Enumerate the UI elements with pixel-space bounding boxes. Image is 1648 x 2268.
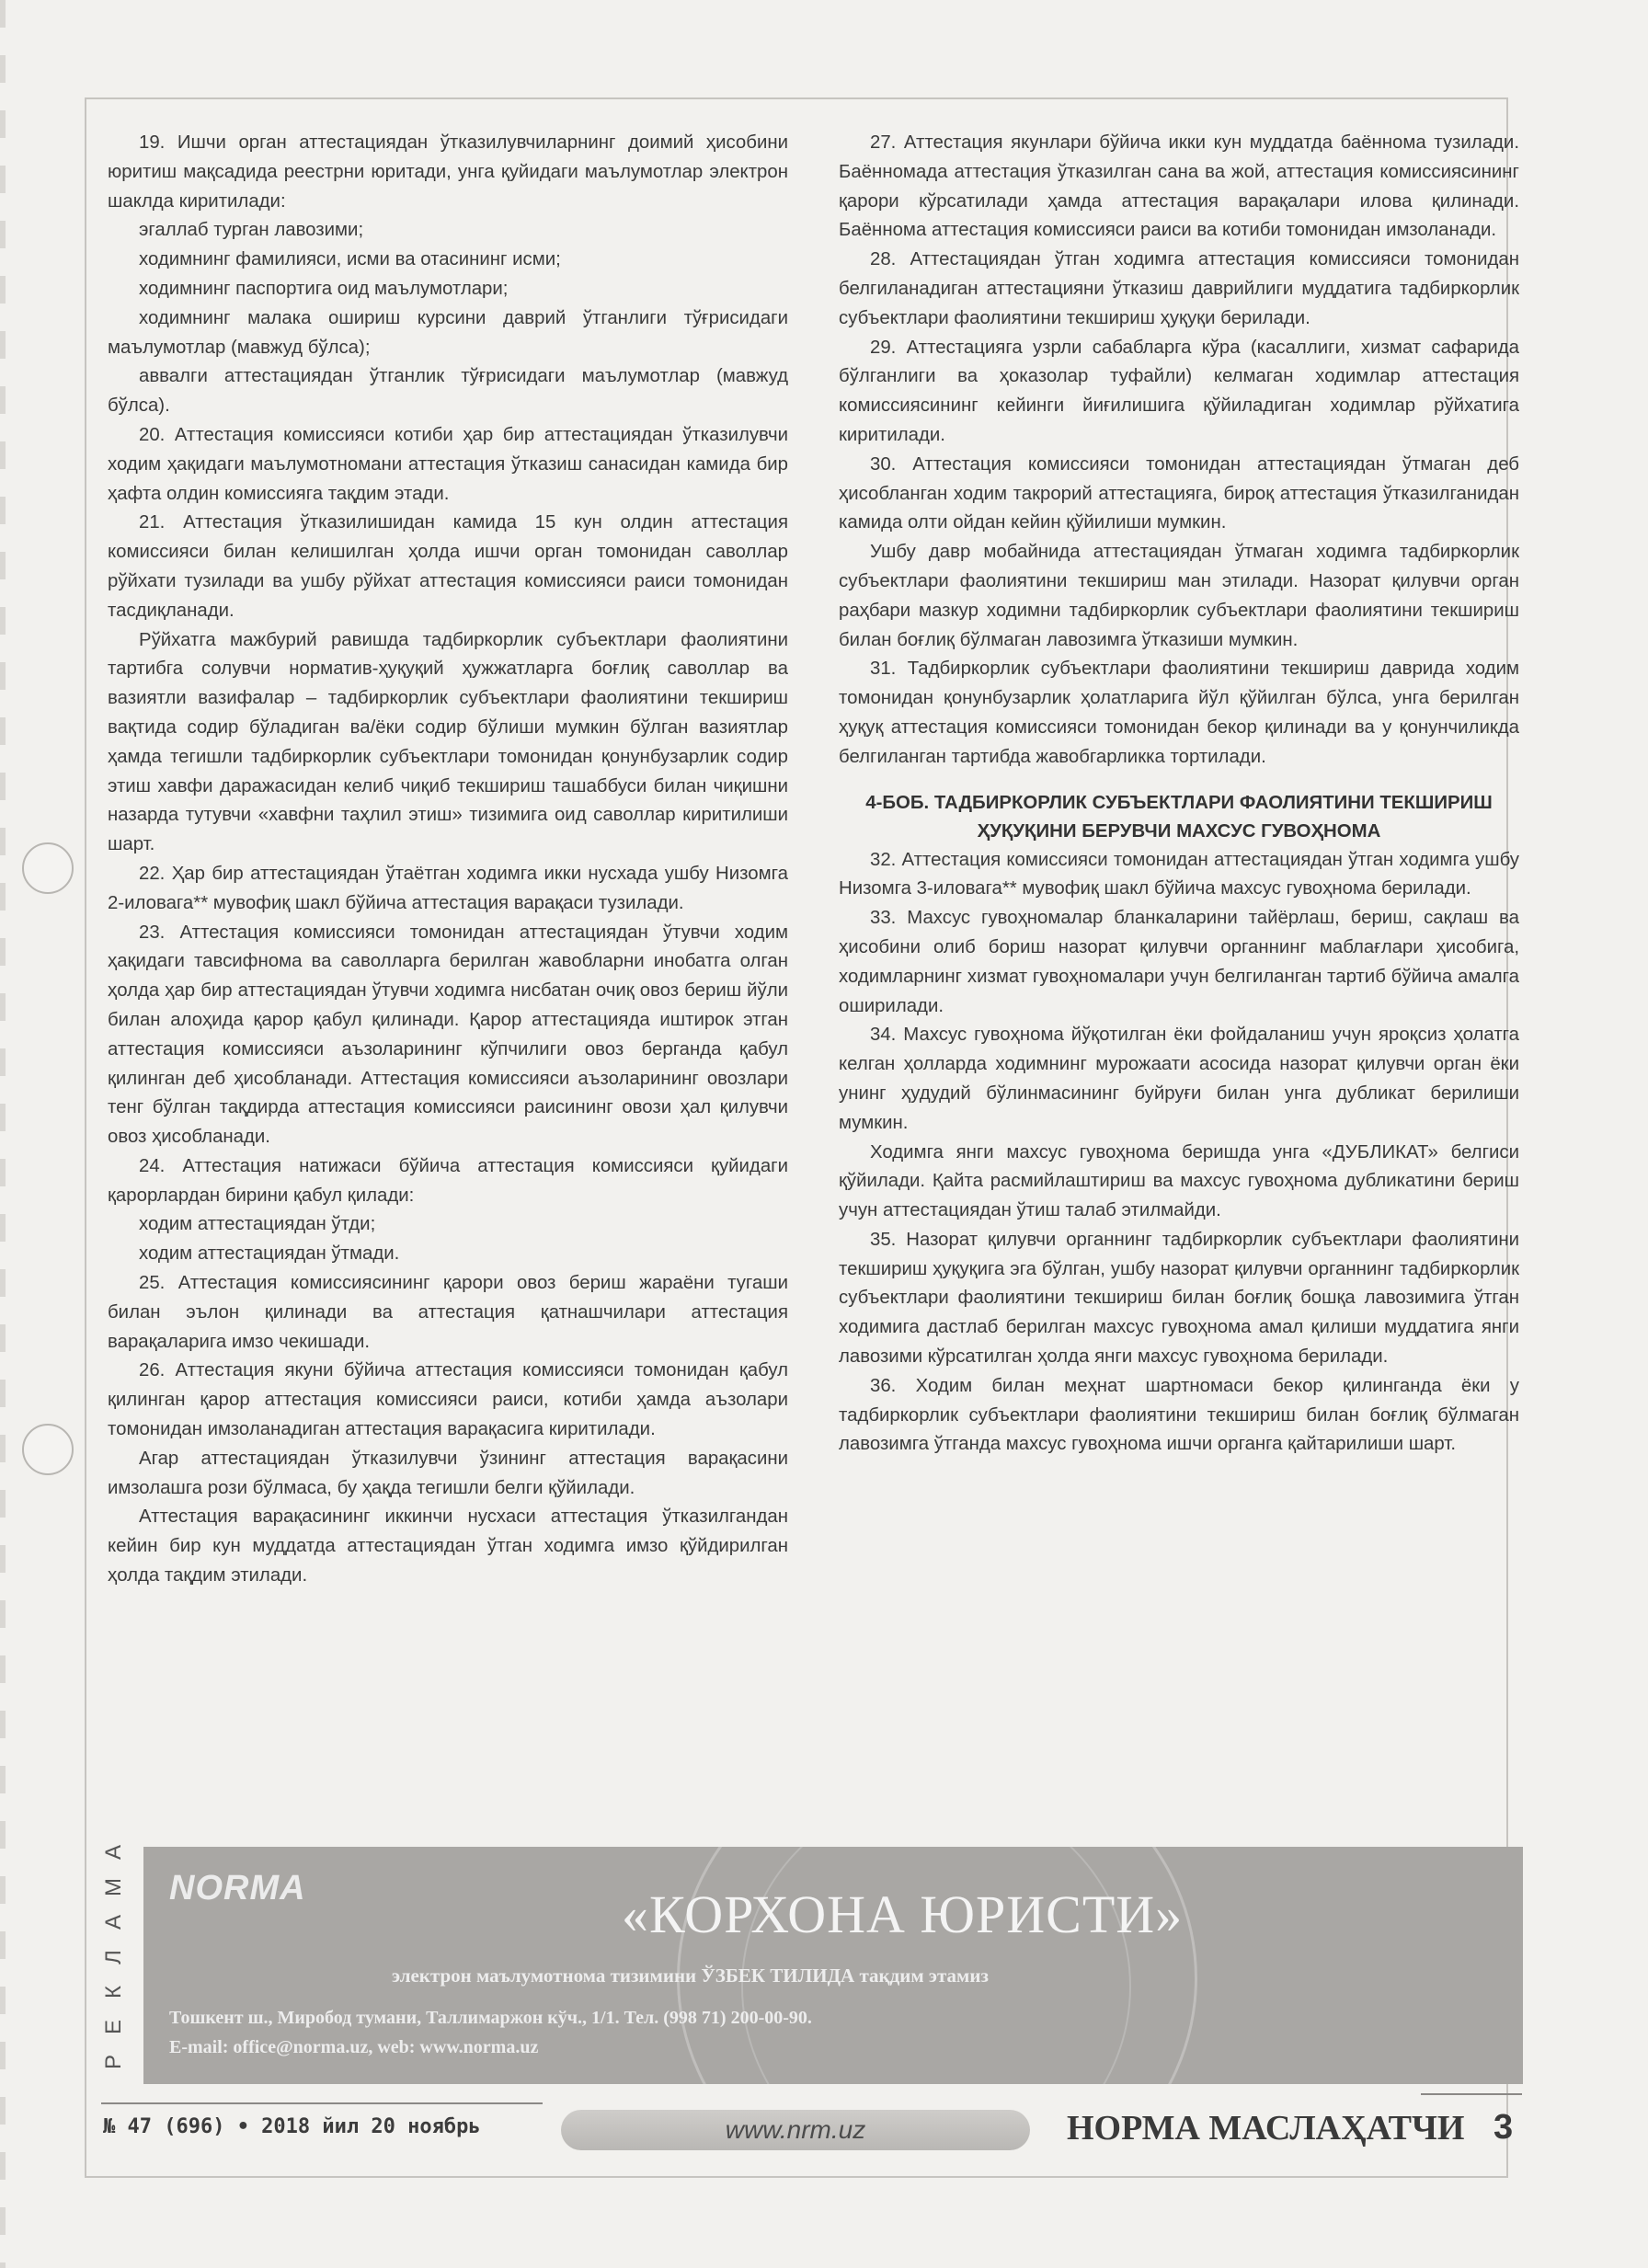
- paragraph: 28. Аттестациядан ўтган ходимга аттестация комиссияси томонидан белгиланадиган аттестацияни ўтказиш даврийлиги муддатига тадбиркорлик субъектлари фаолиятини текшириш ҳуқуқи берилади.: [839, 249, 1519, 328]
- side-label-letter: М: [101, 1878, 126, 1896]
- left-column: [108, 129, 788, 1591]
- paragraph: 21. Аттестация ўтказилишидан камида 15 кун олдин аттестация комиссияси билан келишилган ҳолда ишчи орган томонидан саволлар рўйхати тузилади ва ушбу рўйхат аттестация комиссияси раиси томонидан тасдиқланади.: [108, 512, 788, 621]
- paragraph: 19. Ишчи орган аттестациядан ўтказилувчиларнинг доимий ҳисобини юритиш мақсадида реестрни юритади, унга қуйидаги маълумотлар электрон шаклда киритилади:: [108, 132, 788, 212]
- norma-logo: NORMA: [169, 1869, 306, 1907]
- paragraph: 35. Назорат қилувчи органнинг тадбиркорлик субъектлари фаолиятини текшириш ҳуқуқига эга бўлган, ушбу назорат қилувчи органнинг тадбиркорлик субъектлари фаолиятини текшириш билан боғлиқ бошқа лавозимига ўтган ходимига дастлаб берилган махсус гувоҳнома амал қилиши муддатига янги лавозими кўрсатилган ҳолда янги махсус гувоҳнома берилади.: [839, 1229, 1519, 1368]
- website-link[interactable]: www.nrm.uz: [725, 2115, 866, 2144]
- paragraph: 29. Аттестацияга узрли сабабларга кўра (касаллиги, хизмат сафарида бўлганлиги ва ҳоказолар туфайли) келмаган ходимлар аттестация комиссиясининг кейинги йиғилишига қўйиладиган ходимлар рўйхатига киритилади.: [839, 337, 1519, 445]
- page-number: 3: [1494, 2108, 1514, 2147]
- paragraph: аввалги аттестациядан ўтганлик тўғрисидаги маълумотлар (мавжуд бўлса).: [108, 366, 788, 417]
- punch-hole-bottom: [22, 1424, 74, 1475]
- paragraph: 32. Аттестация комиссияси томонидан аттестациядан ўтган ходимга ушбу Низомга 3-иловага** мувофиқ шакл бўйича махсус гувоҳнома берилади.: [839, 849, 1519, 899]
- advertisement-side-label: [97, 1839, 131, 2088]
- paragraph: 20. Аттестация комиссияси котиби ҳар бир аттестациядан ўтказилувчи ходим ҳақидаги маълумотномани аттестация ўтказиш санасидан камида бир ҳафта олдин комиссияга тақдим этади.: [108, 424, 788, 504]
- paragraph: 26. Аттестация якуни бўйича аттестация комиссияси томонидан қабул қилинган қарор аттестация комиссияси раиси, котиби ҳамда аъзолари томонидан имзоланадиган аттестация варақасига киритилади.: [108, 1360, 788, 1440]
- paragraph: 24. Аттестация натижаси бўйича аттестация комиссияси қуйидаги қарорлардан бирини қабул қилади:: [108, 1155, 788, 1206]
- side-label-letter: Р: [101, 2055, 126, 2070]
- side-label-letter: К: [101, 1986, 126, 1999]
- ad-address-block: [169, 2003, 812, 2062]
- paragraph: 30. Аттестация комиссияси томонидан аттестациядан ўтмаган деб ҳисобланган ходим такрорий аттестацияга, бироқ аттестация ўтказилганидан камида олти ойдан кейин қўйилиши мумкин.: [839, 453, 1519, 533]
- ad-contact[interactable]: E-mail: office@norma.uz, web: www.norma.uz: [169, 2037, 539, 2057]
- side-label-letter: Л: [101, 1950, 126, 1964]
- side-label-letter: Е: [101, 2020, 126, 2035]
- paragraph: ходим аттестациядан ўтди;: [139, 1214, 376, 1235]
- footer-rule-left: [101, 2102, 543, 2104]
- advertisement-banner[interactable]: [143, 1847, 1523, 2084]
- paragraph: 33. Махсус гувоҳномалар бланкаларини тайёрлаш, бериш, сақлаш ва ҳисобини олиб бориш назорат қилувчи органнинг маблағлари ҳисобига, ходимларнинг хизмат гувоҳномалари учун белгиланган тартиб бўйича амалга оширилади.: [839, 908, 1519, 1016]
- side-label-letter: А: [101, 1845, 126, 1861]
- paragraph: 27. Аттестация якунлари бўйича икки кун муддатда баённома тузилади. Баённомада аттестация ўтказилган сана ва жой, аттестация комиссиясининг қарори кўрсатилади ҳамда аттестация варақалари илова қилинади. Баённома аттестация комиссияси раиси ва котиби томонидан имзоланади.: [839, 132, 1519, 241]
- paragraph: Ходимга янги махсус гувоҳнома беришда унга «ДУБЛИКАТ» белгиси қўйилади. Қайта расмийлаштириш ва махсус гувоҳнома дубликатини бериш учун аттестациядан ўтиш талаб этилмайди.: [839, 1141, 1519, 1221]
- paragraph: ходимнинг паспортига оид маълумотлари;: [139, 278, 509, 299]
- side-label-letter: А: [101, 1915, 126, 1930]
- issue-info: № 47 (696) • 2018 йил 20 ноябрь: [103, 2115, 481, 2138]
- paragraph: 22. Ҳар бир аттестациядан ўтаётган ходимга икки нусхада ушбу Низомга 2-иловага** мувофиқ шакл бўйича аттестация варақаси тузилади.: [108, 863, 788, 913]
- paragraph: 36. Ходим билан меҳнат шартномаси бекор қилинганда ёки у тадбиркорлик субъектлари фаолиятини текшириш билан боғлиқ бўлмаган лавозимга ўтганда махсус гувоҳнома ишчи органга қайтарилиши шарт.: [839, 1375, 1519, 1455]
- paragraph: Агар аттестациядан ўтказилувчи ўзининг аттестация варақасини имзолашга рози бўлмаса, бу ҳақда тегишли белги қўйилади.: [108, 1448, 788, 1498]
- paragraph: ходимнинг фамилияси, исми ва отасининг исми;: [139, 249, 561, 270]
- right-column: [839, 129, 1519, 1460]
- paragraph: Ушбу давр мобайнида аттестациядан ўтмаган ходимга тадбиркорлик субъектлари фаолиятини текшириш ман этилади. Назорат қилувчи орган раҳбари мазкур ходимни тадбиркорлик субъектлари фаолиятини текшириш билан боғлиқ бўлмаган лавозимга ўтказиши мумкин.: [839, 542, 1519, 650]
- publication-masthead: НОРМА МАСЛАҲАТЧИ: [1067, 2109, 1465, 2148]
- ad-address: Тошкент ш., Миробод тумани, Таллимаржон кўч., 1/1. Тел. (998 71) 200-00-90.: [169, 2008, 812, 2028]
- paragraph: эгаллаб турган лавозими;: [139, 220, 364, 241]
- paragraph: ходим аттестациядан ўтмади.: [139, 1243, 400, 1265]
- punch-hole-top: [22, 842, 74, 894]
- page-edge-marks: [0, 0, 6, 2268]
- footer-rule-right: [1421, 2093, 1522, 2095]
- ad-title: «КОРХОНА ЮРИСТИ»: [622, 1884, 1184, 1944]
- paragraph: 31. Тадбиркорлик субъектлари фаолиятини текшириш даврида ходим томонидан қонунбузарлик ҳолатларига йўл қўйилган бўлса, унга берилган ҳуқуқ аттестация комиссияси томонидан бекор қилинади ва у қонунчиликда белгиланган тартибда жавобгарликка тортилади.: [839, 659, 1519, 767]
- paragraph: 25. Аттестация комиссиясининг қарори овоз бериш жараёни тугаши билан эълон қилинади ва аттестация қатнашчилари аттестация варақаларига имзо чекишади.: [108, 1273, 788, 1352]
- paragraph: Рўйхатга мажбурий равишда тадбиркорлик субъектлари фаолиятини тартибга солувчи норматив-ҳуқуқий ҳужжатларга боғлиқ саволлар ва вазиятли вазифалар – тадбиркорлик субъектлари фаолиятини текшириш вақтида содир бўладиган ва/ёки содир бўлиши мумкин бўлган вазиятлар ҳамда тегишли тадбиркорлик субъектлари томонидан қонунбузарлик содир этиш хавфи даражасидан келиб чиқиб текшириш ташаббуси билан чиқишни назарда тутувчи «хавфни таҳлил этиш» тизимига оид саволлар киритилиши шарт.: [108, 629, 788, 855]
- section-heading: 4-БОБ. ТАДБИРКОРЛИК СУБЪЕКТЛАРИ ФАОЛИЯТИНИ ТЕКШИРИШ ҲУҚУҚИНИ БЕРУВЧИ МАХСУС ГУВОҲНОМА: [865, 792, 1493, 842]
- paragraph: Аттестация варақасининг иккинчи нусхаси аттестация ўтказилгандан кейин бир кун муддатда аттестациядан ўтган ходимга имзо қўйдирилган ҳолда тақдим этилади.: [108, 1506, 788, 1586]
- paragraph: 34. Махсус гувоҳнома йўқотилган ёки фойдаланиш учун яроқсиз ҳолатга келган ҳолларда ходимнинг мурожаати асосида назорат қилувчи орган ёки унинг ҳудудий бўлинмасининг буйруғи билан унга дубликат берилиши мумкин.: [839, 1025, 1519, 1133]
- paragraph: 23. Аттестация комиссияси томонидан аттестациядан ўтувчи ходим ҳақидаги тавсифнома ва саволларга берилган жавобларни инобатга олган ҳолда ҳар бир аттестациядан ўтувчи ходимга нисбатан очиқ овоз бериш йўли билан алоҳида қарор қабул қилинади. Қарор аттестацияда иштирок этган аттестация комиссияси аъзоларининг кўпчилиги овоз берганда қабул қилинган деб ҳисобланади. Аттестация комиссияси аъзоларининг овозлари тенг бўлган тақдирда аттестация комиссияси раисининг овози ҳал қилувчи овоз ҳисобланади.: [108, 922, 788, 1148]
- paragraph: ходимнинг малака ошириш курсини даврий ўтганлиги тўғрисидаги маълумотлар (мавжуд бўлса);: [108, 307, 788, 358]
- ad-subtitle: электрон маълумотнома тизимини ЎЗБЕК ТИЛИДА тақдим этамиз: [392, 1964, 989, 1987]
